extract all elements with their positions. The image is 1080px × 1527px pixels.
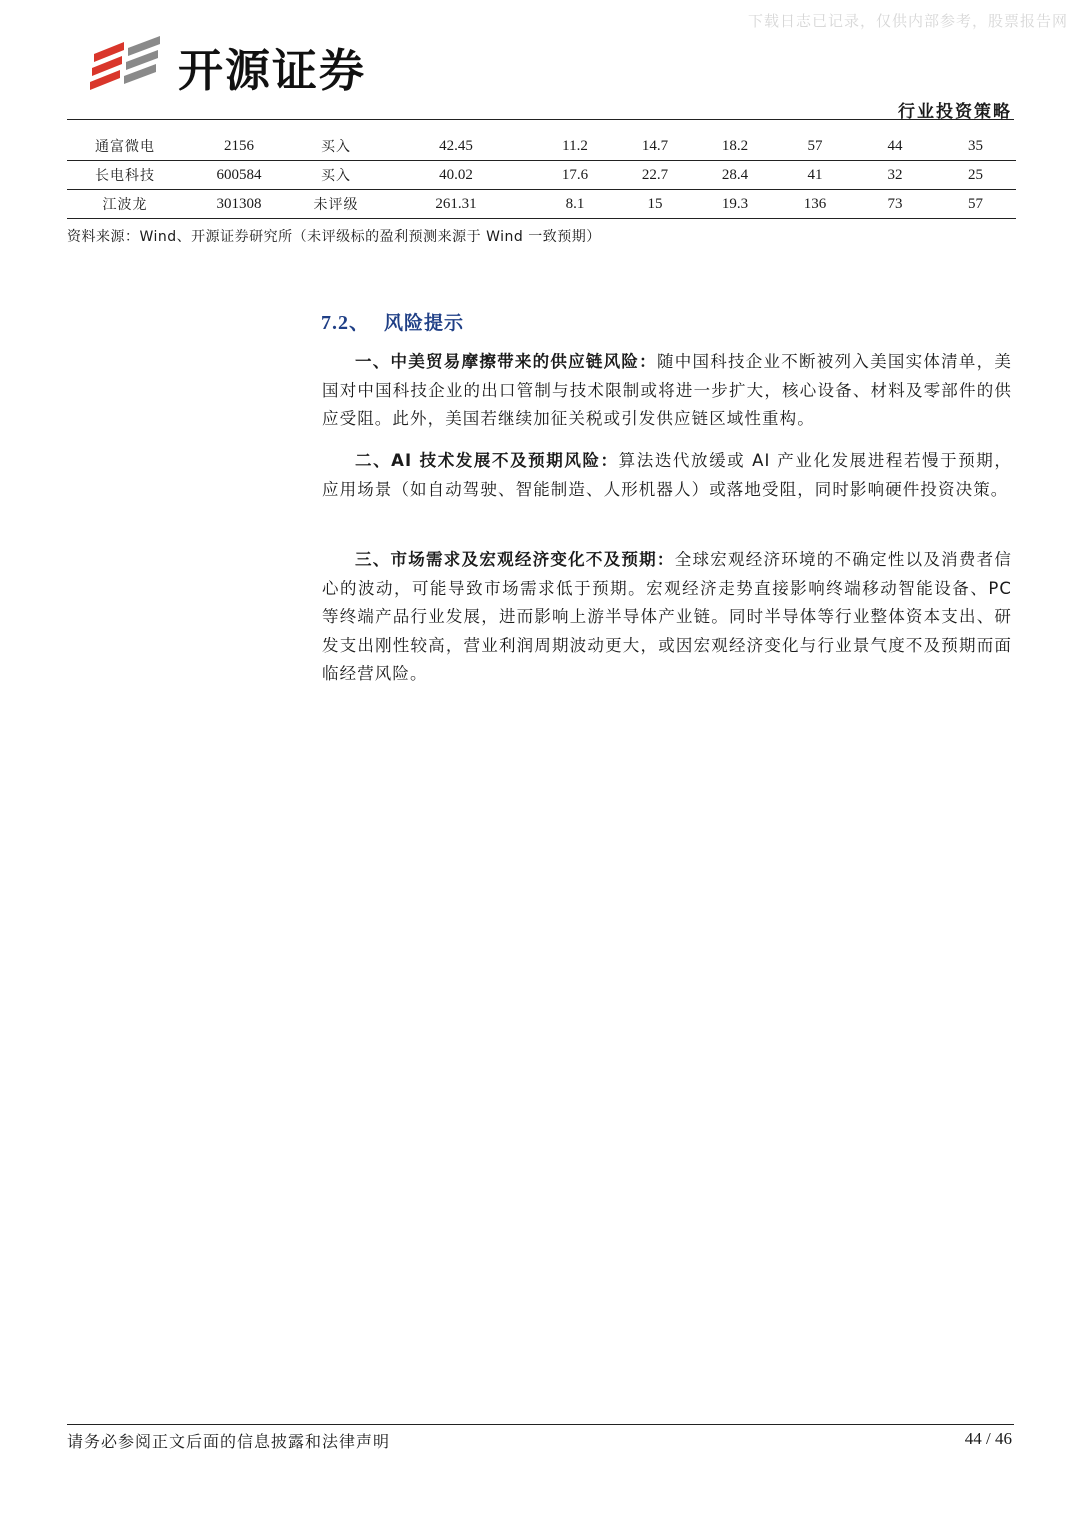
brand-name: 开源证券 [178, 43, 367, 97]
table-cell: 22.7 [615, 161, 695, 190]
table-cell: 28.4 [695, 161, 775, 190]
section-heading [321, 306, 464, 335]
kaiyuan-securities-logo-icon [88, 34, 164, 98]
table-cell: 11.2 [535, 132, 615, 161]
table-cell: 14.7 [615, 132, 695, 161]
table-cell: 261.31 [377, 190, 535, 219]
table-cell: 15 [615, 190, 695, 219]
stock-code: 301308 [183, 190, 295, 219]
rating: 买入 [295, 132, 377, 161]
stock-code: 2156 [183, 132, 295, 161]
risk-paragraph [322, 546, 1012, 689]
stock-forecast-table [67, 132, 1016, 219]
table-cell: 73 [855, 190, 935, 219]
table-source-note: 资料来源：Wind、开源证券研究所（未评级标的盈利预测来源于 Wind 一致预期） [67, 229, 601, 245]
company-name: 长电科技 [67, 161, 183, 190]
risk-body: 全球宏观经济环境的不确定性以及消费者信心的波动，可能导致市场需求低于预期。宏观经济走势直接影响终端移动智能设备、PC 等终端产品行业发展，进而影响上游半导体产业链。同时半导体等行业整体资本支出、研发支出刚性较高，营业利润周期波动更大，或因宏观经济变化与行业景气度不及预期而面临经营风险。 [322, 550, 1012, 683]
risk-item [322, 447, 1012, 504]
table-cell: 19.3 [695, 190, 775, 219]
table-cell: 18.2 [695, 132, 775, 161]
document-type: 行业投资策略 [898, 102, 1012, 122]
footer-divider [67, 1424, 1014, 1425]
table-cell: 57 [935, 190, 1016, 219]
rating: 买入 [295, 161, 377, 190]
table-row [67, 190, 1016, 219]
risk-item [322, 546, 1012, 689]
rating: 未评级 [295, 190, 377, 219]
section-number: 7.2、 [321, 312, 370, 334]
risk-heading: 三、市场需求及宏观经济变化不及预期： [355, 550, 675, 569]
table-cell: 25 [935, 161, 1016, 190]
stock-code: 600584 [183, 161, 295, 190]
table-cell: 35 [935, 132, 1016, 161]
company-name: 通富微电 [67, 132, 183, 161]
risk-item [322, 348, 1012, 434]
risk-paragraph [322, 348, 1012, 434]
header-divider [67, 119, 1014, 120]
footer-disclaimer: 请务必参阅正文后面的信息披露和法律声明 [67, 1432, 391, 1451]
risk-heading: 二、AI 技术发展不及预期风险： [355, 451, 619, 470]
table-cell: 44 [855, 132, 935, 161]
table-row [67, 132, 1016, 161]
table-cell: 42.45 [377, 132, 535, 161]
brand-logo [88, 34, 366, 98]
risk-body: 随中国科技企业不断被列入美国实体清单，美国对中国科技企业的出口管制与技术限制或将进一步扩大，核心设备、材料及零部件的供应受阻。此外，美国若继续加征关税或引发供应链区域性重构。 [322, 352, 1012, 428]
risk-paragraph [322, 447, 1012, 504]
company-name: 江波龙 [67, 190, 183, 219]
table-row [67, 161, 1016, 190]
risk-body: 算法迭代放缓或 AI 产业化发展进程若慢于预期，应用场景（如自动驾驶、智能制造、人形机器人）或落地受阻，同时影响硬件投资决策。 [322, 451, 1012, 499]
table-cell: 136 [775, 190, 855, 219]
table-cell: 17.6 [535, 161, 615, 190]
page-number: 44 / 46 [964, 1429, 1012, 1448]
table-cell: 57 [775, 132, 855, 161]
table-cell: 41 [775, 161, 855, 190]
table-cell: 8.1 [535, 190, 615, 219]
section-title: 风险提示 [384, 312, 465, 334]
risk-heading: 一、中美贸易摩擦带来的供应链风险： [355, 352, 657, 371]
table-cell: 32 [855, 161, 935, 190]
table-cell: 40.02 [377, 161, 535, 190]
watermark: 下载日志已记录，仅供内部参考，股票报告网 [747, 12, 1068, 30]
